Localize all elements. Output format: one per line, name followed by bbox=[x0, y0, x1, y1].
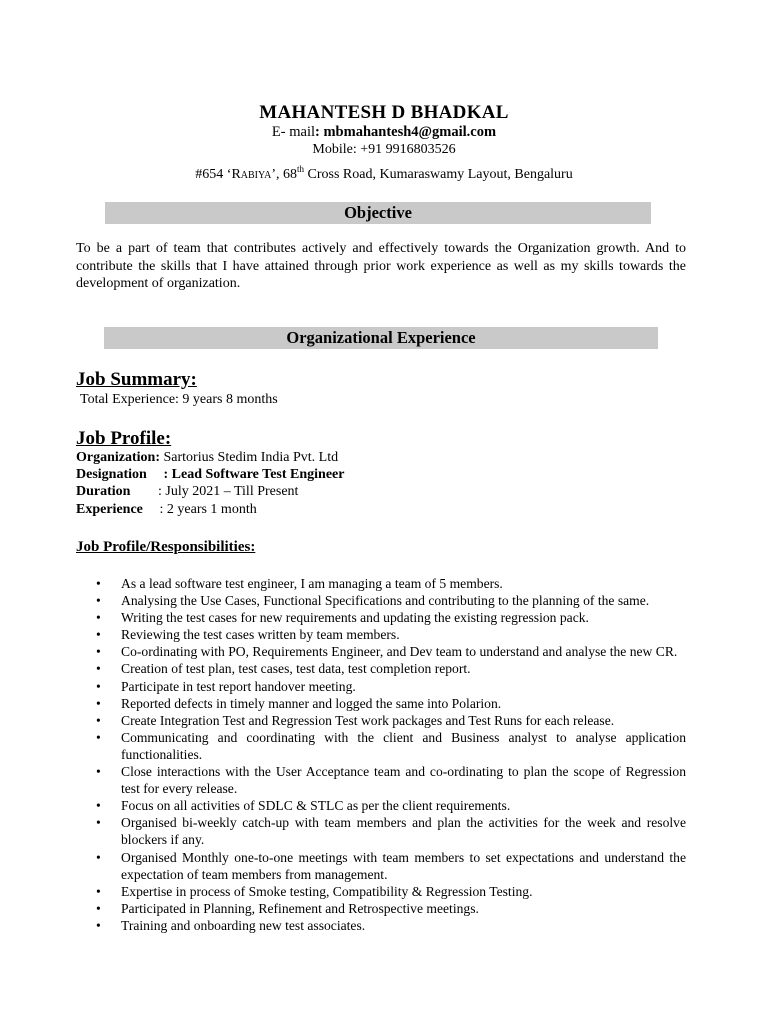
bullet-icon: • bbox=[96, 815, 101, 831]
bullet-icon: • bbox=[96, 593, 101, 609]
list-item: • Participate in test report handover meeting. bbox=[96, 678, 356, 694]
duration-row bbox=[76, 484, 298, 502]
list-item: • As a lead software test engineer, I am managing a team of 5 members. bbox=[96, 576, 503, 591]
list-item: • Co-ordinating with PO, Requirements Engineer, and Dev team to understand and analyse the new CR. bbox=[96, 644, 678, 660]
mobile-line: Mobile: +91 9916803526 bbox=[312, 142, 456, 157]
list-item: • Writing the test cases for new requirements and updating the existing regression pack. bbox=[96, 610, 589, 626]
experience-row bbox=[76, 502, 257, 520]
address-prefix: #654 ‘ bbox=[195, 167, 232, 182]
bullet-icon: • bbox=[96, 610, 101, 626]
list-item: • Participated in Planning, Refinement and Retrospective meetings. bbox=[96, 900, 479, 916]
experience-label: Experience bbox=[76, 502, 143, 517]
responsibilities-title: Job Profile/Responsibilities: bbox=[76, 539, 256, 555]
candidate-name: MAHANTESH D BHADKAL bbox=[259, 102, 509, 123]
address-suffix: Cross Road, Kumaraswamy Layout, Bengaluru bbox=[304, 167, 573, 182]
organization-row bbox=[76, 450, 338, 468]
job-profile-title: Job Profile: bbox=[76, 428, 172, 449]
email-label: E- mail bbox=[271, 124, 316, 140]
address-mid: ’, 68 bbox=[271, 167, 298, 182]
designation-value: : Lead Software Test Engineer bbox=[160, 467, 345, 482]
bullet-icon: • bbox=[96, 900, 101, 916]
list-item: • Expertise in process of Smoke testing, Compatibility & Regression Testing. bbox=[96, 883, 533, 899]
designation-label: Designation bbox=[76, 467, 147, 482]
total-experience: Total Experience: 9 years 8 months bbox=[80, 392, 278, 407]
designation-row bbox=[76, 467, 344, 485]
job-summary-title: Job Summary: bbox=[76, 369, 197, 390]
bullet-icon: • bbox=[96, 764, 101, 780]
objective-text: To be a part of team that contributes actively and effectively towards the Organization growth. And to contribute the skills that I have attained through prior work experience as well as my skills towards the development of organization. bbox=[76, 241, 686, 291]
list-item: • Creation of test plan, test cases, test data, test completion report. bbox=[96, 661, 471, 677]
list-item: • Analysing the Use Cases, Functional Specifications and contributing to the planning of the same. bbox=[96, 593, 650, 609]
organization-value: Sartorius Stedim India Pvt. Ltd bbox=[160, 450, 339, 465]
bullet-icon: • bbox=[96, 627, 101, 643]
list-item: • Communicating and coordinating with the client and Business analyst to analyse application functionalities. bbox=[96, 729, 686, 762]
bullet-icon: • bbox=[96, 576, 101, 591]
bullet-icon: • bbox=[96, 729, 101, 745]
bullet-icon: • bbox=[96, 695, 101, 711]
objective-heading: Objective bbox=[105, 202, 651, 224]
bullet-icon: • bbox=[96, 883, 101, 899]
email-value: : mbmahantesh4@gmail.com bbox=[315, 124, 497, 140]
email-line bbox=[0, 124, 768, 141]
experience-heading: Organizational Experience bbox=[104, 327, 658, 349]
address-building: Rabiya bbox=[231, 167, 272, 182]
duration-label: Duration bbox=[76, 484, 131, 499]
bullet-icon: • bbox=[96, 798, 101, 814]
address-line bbox=[0, 164, 768, 183]
list-item: • Reviewing the test cases written by team members. bbox=[96, 627, 400, 643]
address-sup: th bbox=[297, 164, 305, 174]
bullet-icon: • bbox=[96, 644, 101, 660]
list-item: • Organised bi-weekly catch-up with team members and plan the activities for the week and resolve blockers if any. bbox=[96, 815, 686, 848]
bullet-icon: • bbox=[96, 678, 101, 694]
bullet-icon: • bbox=[96, 712, 101, 728]
list-item: • Focus on all activities of SDLC & STLC as per the client requirements. bbox=[96, 798, 511, 814]
list-item: • Close interactions with the User Acceptance team and co-ordinating to plan the scope of Regression test for every release. bbox=[96, 764, 686, 797]
experience-value: : 2 years 1 month bbox=[156, 502, 257, 517]
bullet-icon: • bbox=[96, 661, 101, 677]
list-item: • Training and onboarding new test associates. bbox=[96, 917, 366, 933]
organization-label: Organization: bbox=[76, 450, 160, 465]
list-item: • Organised Monthly one-to-one meetings with team members to set expectations and understand the expectation of team members from management. bbox=[96, 849, 686, 882]
bullet-icon: • bbox=[96, 849, 101, 865]
responsibilities-list bbox=[96, 575, 686, 934]
list-item: • Create Integration Test and Regression Test work packages and Test Runs for each release. bbox=[96, 712, 615, 728]
list-item: • Reported defects in timely manner and logged the same into Polarion. bbox=[96, 695, 502, 711]
bullet-icon: • bbox=[96, 917, 101, 933]
duration-value: : July 2021 – Till Present bbox=[158, 484, 299, 499]
